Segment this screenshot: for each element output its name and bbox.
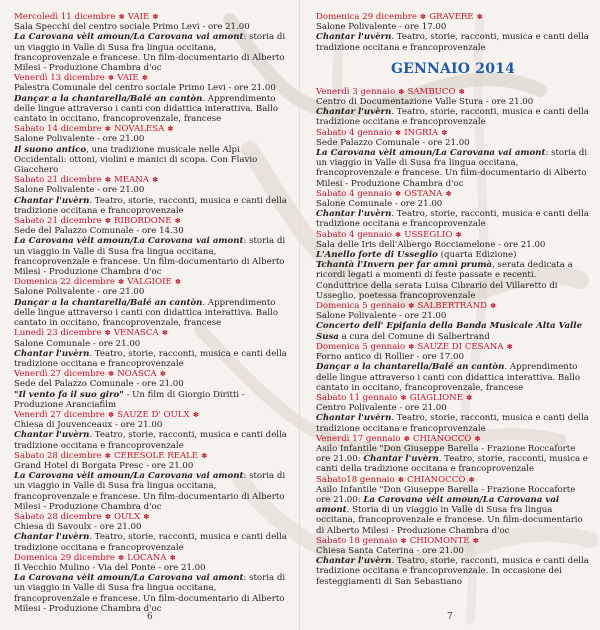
event-text: . Teatro, storie, racconti, musica e canti della tradizione occitana e francoprovenzale <box>14 348 287 369</box>
event-date: Sabato 28 dicembre <box>14 511 102 522</box>
event-text: Chiesa Santa Caterina - ore 21.00 <box>316 545 464 556</box>
left-page-events <box>14 12 291 614</box>
flower-icon: ✽ <box>102 451 113 460</box>
flower-icon: ✽ <box>470 536 479 545</box>
event-title: Dançar a la chantarella/Balé an cantòn <box>14 93 203 104</box>
event-line <box>316 403 590 413</box>
event-text: . Teatro, storie, racconti, musica e canti della tradizione occitana e francoprovenzale <box>14 532 287 553</box>
event-line <box>14 339 291 349</box>
event-line <box>316 250 590 260</box>
event-title: Chantar l'uvèrn <box>316 413 392 424</box>
flower-icon: ✽ <box>406 342 417 351</box>
event-title: La Carovana vèit amoun/La Carovana vai amont <box>14 32 244 43</box>
event-date: Sabato 4 gennaio <box>316 127 392 138</box>
event-title: Chantar l'uvèrn <box>14 532 90 543</box>
event-date: Sabato 21 dicembre <box>14 175 102 186</box>
event-date: Sabato 4 gennaio <box>316 229 392 240</box>
event-entry <box>14 451 291 512</box>
event-text: Sala Specchi del centro sociale Primo Levi - ore 21.00 <box>14 22 250 33</box>
flower-icon: ✽ <box>139 74 148 83</box>
event-line <box>14 461 291 471</box>
event-text: Sede Palazzo Comunale - ore 21.00 <box>316 137 470 148</box>
event-header <box>316 434 590 444</box>
event-text: : storia di un viaggio in Valle di Susa fra lingua occitana, francoprovenzale e francese. Un film-documentario di Alberto Milesi - Produzione Chambra d'oc <box>316 148 588 189</box>
event-text: . Apprendimento delle lingue attraverso i canti con didattica interattiva. Ballo cantato in occitano, francoprovenzale, francese <box>316 362 581 393</box>
event-entry <box>316 301 590 342</box>
event-line <box>14 532 291 552</box>
event-entry <box>316 536 590 587</box>
event-line <box>316 485 590 536</box>
event-line <box>316 311 590 321</box>
event-line <box>316 209 590 229</box>
event-entry <box>316 189 590 230</box>
event-header <box>14 369 291 379</box>
flower-icon: ✽ <box>453 230 462 239</box>
event-text: Asilo Infantile "Don Giuseppe Barella - Frazione Roccaforte ore 21.00: <box>316 484 576 505</box>
event-text: Salone Polivalente - ore 21.00 <box>316 311 447 322</box>
event-header <box>14 553 291 563</box>
event-entry <box>316 12 590 53</box>
event-header <box>14 216 291 226</box>
event-line <box>316 107 590 127</box>
event-city: CHIANOCCO <box>412 433 472 444</box>
event-entry <box>14 73 291 124</box>
event-line <box>316 556 590 587</box>
event-header <box>14 328 291 338</box>
flower-icon: ✽ <box>463 393 473 402</box>
event-city: NOASCA <box>117 369 157 380</box>
event-line <box>14 471 291 512</box>
event-line <box>316 22 590 32</box>
event-line <box>316 352 590 362</box>
event-line <box>14 563 291 573</box>
event-text: (quarta Edizione) <box>437 250 517 261</box>
event-text: Forno antico di Rollier - ore 17.00 <box>316 352 464 363</box>
event-date: Sabato 21 dicembre <box>14 216 102 227</box>
event-line <box>14 226 291 236</box>
flower-icon: ✽ <box>102 125 113 134</box>
event-city: VENASCA <box>113 328 159 339</box>
event-text: Centro di Documentazione Valle Stura - ore 21.00 <box>316 97 534 108</box>
right-page-events <box>316 12 590 587</box>
event-entry <box>14 175 291 216</box>
event-text: : storia di un viaggio in Valle di Susa fra lingua occitana, francoprovenzale e francese. Un film-documentario di Alberto Milesi - Produzione Chambra d'oc <box>14 32 286 74</box>
flower-icon: ✽ <box>199 451 208 460</box>
event-city: CERESOLE REALE <box>113 450 199 461</box>
flower-icon: ✽ <box>474 13 483 21</box>
event-text: . Apprendimento delle lingue attraverso i canti con didattica interattiva. Ballo cantato in occitano, francoprovenzale, francese <box>14 93 279 125</box>
event-title: Chantar l'uvèrn <box>316 556 392 567</box>
event-date: Venerdì 3 gennaio <box>316 86 396 97</box>
event-title: Chantar l'uvèrn <box>316 209 392 220</box>
flower-icon: ✽ <box>102 217 113 226</box>
event-line <box>14 349 291 369</box>
flower-icon: ✽ <box>190 410 199 419</box>
event-entry <box>316 475 590 536</box>
event-text: - Un film di Giorgio Diritti - Produzione Aranciafilm <box>14 389 245 410</box>
flower-icon: ✽ <box>167 553 176 562</box>
event-line <box>14 22 291 32</box>
event-line <box>14 185 291 195</box>
event-text: . Teatro, storie, racconti, musica e canti della tradizione occitana e francoprovenzale <box>316 209 589 230</box>
flower-icon: ✽ <box>157 370 166 379</box>
event-entry <box>316 128 590 189</box>
event-line <box>316 444 590 475</box>
event-city: SAMBUCO <box>407 86 456 97</box>
event-entry <box>14 277 291 328</box>
event-date: Venerdì 27 dicembre <box>14 369 105 380</box>
event-entry <box>316 230 590 301</box>
event-title: Chantar l'uvèrn <box>363 454 439 465</box>
flower-icon: ✽ <box>150 176 159 185</box>
event-text: Palestra Comunale del centro sociale Primo Levi - ore 21.00 <box>14 83 276 94</box>
event-line <box>14 430 291 450</box>
event-text: Salone Polivalente - ore 21.00 <box>14 287 145 298</box>
event-date: Domenica 22 dicembre <box>14 277 115 288</box>
event-text: . Teatro, storie, racconti, musica e canti della tradizione occitana e francoprovenzale <box>14 195 287 216</box>
event-entry <box>14 553 291 614</box>
event-line <box>316 199 590 209</box>
event-text: Il Vecchio Mulino - Via del Ponte - ore 21.00 <box>14 562 206 573</box>
event-text: . Teatro, storie, racconti, musica e canti della tradizione occitana e francoprovenzale <box>316 32 589 53</box>
event-line <box>14 83 291 93</box>
flower-icon: ✽ <box>115 278 127 287</box>
event-city: LOCANA <box>127 552 167 563</box>
event-city: CHIOMONTE <box>409 535 470 546</box>
event-line <box>316 362 590 393</box>
flower-icon: ✽ <box>105 410 117 419</box>
event-header <box>316 189 590 199</box>
event-header <box>14 73 291 83</box>
event-entry <box>14 12 291 73</box>
event-city: SAUZE D' OULX <box>117 409 190 420</box>
event-title: Chantar l'uvèrn <box>14 430 90 441</box>
event-text: . Teatro, storie, racconti, musica e canti della tradizione occitana e francoprovenzale <box>316 413 589 434</box>
event-text: , serata dedicata a ricordi legati a momenti di feste passate e recenti. Conduttrice della serata Luisa Cibrario del Villaretto di Usseglio, poetessa francoprovenzale <box>316 260 573 301</box>
december-continuation <box>316 12 590 53</box>
event-city: SALBERTRAND <box>417 301 488 312</box>
event-date: Venerdì 13 dicembre <box>14 73 105 84</box>
event-text: Sede del Palazzo Comunale - ore 14.30 <box>14 226 184 237</box>
event-line <box>14 522 291 532</box>
event-text: Salone Polivalente - ore 21.00 <box>14 134 145 145</box>
january-events <box>316 87 590 587</box>
flower-icon: ✽ <box>392 189 404 198</box>
event-text: : storia di un viaggio in Valle di Susa fra lingua occitana, francoprovenzale e francese. Un film-documentario di Alberto Milesi - Produzione Chambra d'oc <box>14 471 286 512</box>
event-date: Domenica 29 dicembre <box>316 12 417 22</box>
event-city: MEANA <box>113 175 149 186</box>
event-entry <box>316 342 590 393</box>
event-text: . Teatro, storie, racconti, musica e canti della tradizione occitana e francoprovenzale <box>316 454 588 475</box>
event-header <box>316 475 590 485</box>
event-header <box>14 124 291 134</box>
event-text: Chiesa di Jouvenceaux - ore 21.00 <box>14 420 163 431</box>
event-line <box>14 236 291 277</box>
event-city: SAUZE DI CESANA <box>417 341 504 352</box>
event-city: VALGIOIE <box>127 277 172 288</box>
flower-icon: ✽ <box>102 329 113 338</box>
event-header <box>14 277 291 287</box>
event-date: Sabato 11 gennaio <box>316 392 398 403</box>
event-text: . Apprendimento delle lingue attraverso i canti con didattica interattiva. Ballo cantato in occitano, francoprovenzale, francese <box>14 297 279 329</box>
event-title: Dançar a la chantarella/Balé an cantòn <box>14 297 203 308</box>
flower-icon: ✽ <box>396 87 407 96</box>
flower-icon: ✽ <box>395 475 406 484</box>
flower-icon: ✽ <box>159 329 168 338</box>
event-text: . Teatro, storie, racconti, musica e canti della tradizione occitana e francoprovenzale <box>14 430 287 451</box>
event-title: La Carovana vèit amoun/La Carovana vai amont <box>14 236 244 247</box>
event-text: : storia di un viaggio in Valle di Susa fra lingua occitana, francoprovenzale e francese. Un film-documentario di Alberto Milesi - Produzione Chambra d'oc <box>14 573 286 614</box>
event-title: La Carovana vèit amoun/La Carovana vai amont <box>14 471 244 482</box>
flower-icon: ✽ <box>401 434 412 443</box>
event-header <box>316 536 590 546</box>
flower-icon: ✽ <box>406 302 417 311</box>
event-header <box>14 512 291 522</box>
flower-icon: ✽ <box>472 434 481 443</box>
flower-icon: ✽ <box>392 230 404 239</box>
flower-icon: ✽ <box>417 13 429 21</box>
flower-icon: ✽ <box>115 553 127 562</box>
event-city: RIBORDONE <box>113 216 172 227</box>
event-line <box>14 145 291 176</box>
month-title: GENNAIO 2014 <box>390 60 516 77</box>
event-line <box>14 390 291 410</box>
event-line <box>316 260 590 301</box>
event-line <box>14 196 291 216</box>
flower-icon: ✽ <box>398 393 409 402</box>
event-line <box>316 97 590 107</box>
event-city: INGRIA <box>404 127 439 138</box>
event-date: Venerdì 17 gennaio <box>316 433 401 444</box>
event-header <box>316 393 590 403</box>
flower-icon: ✽ <box>392 128 404 137</box>
event-title: Concerto dell' Epifania della Banda Musicale Alta Valle Susa <box>316 321 583 342</box>
event-title: Chantar l'uvèrn <box>14 195 90 206</box>
event-text: Asilo Infantile "Don Giuseppe Barella - Frazione Roccaforte ore 21.00: <box>316 443 576 465</box>
event-title: Tchantà l'Invern per far amnì prumà <box>316 260 493 271</box>
event-date: Domenica 29 dicembre <box>14 552 115 563</box>
flower-icon: ✽ <box>102 176 113 185</box>
event-date: Sabato 14 dicembre <box>14 124 102 135</box>
event-text: . Storia di un viaggio in Valle di Susa fra lingua occitana, francoprovenzale e francese. Un film-documentario di Alberto Milesi - Produzione Chambra d'oc <box>316 505 583 536</box>
event-title: Chantar l'uvèrn <box>316 32 392 43</box>
event-city: CHIANOCCO <box>406 474 466 485</box>
event-date: Domenica 5 gennaio <box>316 341 406 352</box>
flower-icon: ✽ <box>443 189 452 198</box>
event-text: . Teatro, storie, racconti, musica e canti della tradizione occitana e francoprovenzale. In occasione dei festeggiamenti di San Sebastiano <box>316 556 589 587</box>
event-header <box>316 301 590 311</box>
event-city: OULX <box>113 511 141 522</box>
event-city: GRAVERE <box>429 12 474 22</box>
event-entry <box>14 216 291 277</box>
event-entry <box>14 369 291 410</box>
event-text: Salone Comunale - ore 21.00 <box>316 199 443 210</box>
event-title: L'Anello forte di Usseglio <box>316 250 438 261</box>
right-page <box>300 0 600 630</box>
event-date: Mercoledì 11 dicembre <box>14 12 116 22</box>
event-title: Dançar a la chantarella/Balé an cantòn <box>316 362 505 373</box>
flower-icon: ✽ <box>105 74 117 83</box>
flower-icon: ✽ <box>172 278 181 287</box>
event-header <box>316 230 590 240</box>
flower-icon: ✽ <box>504 342 513 351</box>
event-text: Sede del Palazzo Comunale - ore 21.00 <box>14 379 184 390</box>
event-line <box>316 546 590 556</box>
event-city: NOVALESA <box>113 124 165 135</box>
flower-icon: ✽ <box>398 536 409 545</box>
event-entry <box>316 393 590 434</box>
event-entry <box>14 328 291 369</box>
event-line <box>316 138 590 148</box>
event-date: Lunedì 23 dicembre <box>14 328 102 339</box>
event-header <box>316 12 590 22</box>
event-header <box>316 87 590 97</box>
event-line <box>14 420 291 430</box>
event-entry <box>14 410 291 451</box>
event-date: Sabato 18 gennaio <box>316 535 398 546</box>
event-city: VAIE <box>127 12 150 22</box>
event-title: Chantar l'uvèrn <box>316 107 392 118</box>
event-header <box>316 342 590 352</box>
event-date: Sabato 28 dicembre <box>14 450 102 461</box>
event-text: Salone Comunale - ore 21.00 <box>14 338 141 349</box>
event-header <box>14 410 291 420</box>
event-line <box>14 287 291 297</box>
event-line <box>14 32 291 73</box>
event-city: VAIE <box>117 73 139 84</box>
event-entry <box>316 434 590 475</box>
flower-icon: ✽ <box>116 13 127 21</box>
event-text: a cura del Comune di Salbertrand <box>338 331 490 342</box>
event-line <box>316 413 590 433</box>
event-city: OSTANA <box>404 188 443 199</box>
event-title: Chantar l'uvèrn <box>14 348 90 359</box>
event-line <box>316 32 590 52</box>
event-entry <box>14 124 291 175</box>
event-title: La Carovana vèit amoun/La Carovana vai amont <box>316 148 546 159</box>
event-line <box>316 321 590 341</box>
event-text: Salone Polivalente - ore 17.00 <box>316 22 447 33</box>
event-line <box>316 148 590 189</box>
event-date: Sabato 4 gennaio <box>316 188 392 199</box>
event-text: , una tradizione musicale nelle Alpi Occidentali: ottoni, violini e manici di scopa. Con Flavio Giacchero <box>14 144 258 176</box>
event-header <box>316 128 590 138</box>
event-line <box>14 573 291 614</box>
flower-icon: ✽ <box>150 13 159 21</box>
event-line <box>316 240 590 250</box>
event-line <box>14 298 291 329</box>
flower-icon: ✽ <box>456 87 465 96</box>
event-entry <box>316 87 590 128</box>
event-title: La Carovana vèit amoun/La Carovana vai amont <box>14 573 244 584</box>
page-number-left: 6 <box>147 612 153 622</box>
event-text: Centro Polivalente - ore 21.00 <box>316 403 447 414</box>
event-text: : storia di un viaggio in Valle di Susa fra lingua occitana, francoprovenzale e francese. Un film-documentario di Alberto Milesi - Produzione Chambra d'oc <box>14 236 286 278</box>
flower-icon: ✽ <box>141 512 150 521</box>
flower-icon: ✽ <box>439 128 448 137</box>
flower-icon: ✽ <box>105 370 117 379</box>
event-city: USSEGLIO <box>404 229 453 240</box>
event-line <box>14 379 291 389</box>
event-date: Domenica 5 gennaio <box>316 301 406 312</box>
flower-icon: ✽ <box>102 512 113 521</box>
event-date: Sabato18 gennaio <box>316 474 395 485</box>
event-text: Sala delle Iris dell'Albergo Rocciamelone - ore 21.00 <box>316 239 546 250</box>
event-line <box>14 134 291 144</box>
flower-icon: ✽ <box>165 125 174 134</box>
event-entry <box>14 512 291 553</box>
event-header <box>14 175 291 185</box>
flower-icon: ✽ <box>172 217 181 226</box>
page-number-right: 7 <box>447 612 453 622</box>
event-header <box>14 451 291 461</box>
event-title: "Il vento fa il suo giro" <box>14 389 124 400</box>
flower-icon: ✽ <box>466 475 475 484</box>
event-text: . Teatro, storie, racconti, musica e canti della tradizione occitana e francoprovenzale <box>316 107 589 128</box>
event-text: Grand Hotel di Borgata Presc - ore 21.00 <box>14 460 194 471</box>
event-date: Venerdì 27 dicembre <box>14 409 105 420</box>
event-header <box>14 12 291 22</box>
event-text: Salone Polivalente - ore 21.00 <box>14 185 145 196</box>
flower-icon: ✽ <box>488 302 497 311</box>
event-city: GIAGLIONE <box>409 392 463 403</box>
event-text: Chiesa di Savoulx - ore 21.00 <box>14 522 142 533</box>
event-line <box>14 94 291 125</box>
event-title: Il suono antico <box>14 144 87 155</box>
event-title: La Carovana vèit amoun/La Carovana vai amont <box>316 494 560 516</box>
